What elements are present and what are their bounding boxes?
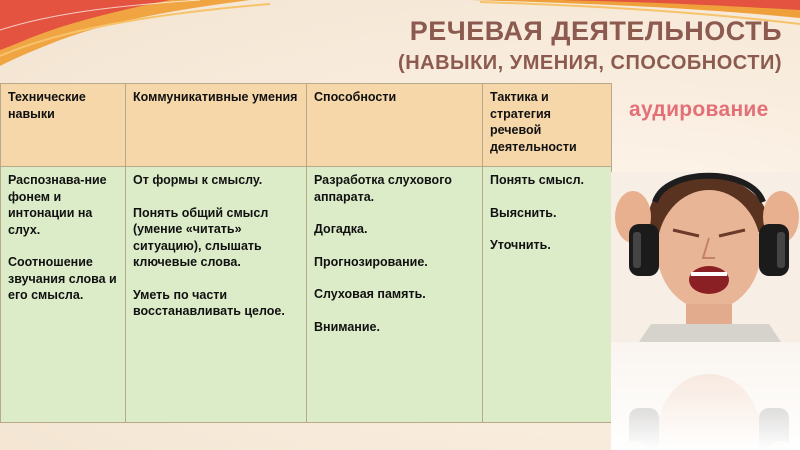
cell-text: Прогнозирование. bbox=[314, 254, 428, 269]
header-technical-skills: Технические навыки bbox=[1, 84, 126, 167]
cell-text: Уточнить. bbox=[490, 238, 551, 252]
boy-with-headphones-shouting-image bbox=[611, 172, 800, 450]
title-line-1: РЕЧЕВАЯ ДЕЯТЕЛЬНОСТЬ bbox=[409, 16, 782, 46]
cell-text: Уметь по части восстанавливать целое. bbox=[133, 287, 285, 318]
cell-text: Догадка. bbox=[314, 222, 368, 236]
table-row bbox=[1, 167, 612, 423]
cell-technical-skills bbox=[1, 167, 126, 423]
cell-text: Понять смысл. bbox=[490, 173, 584, 187]
table-header-row bbox=[1, 84, 612, 167]
cell-text: Слуховая память. bbox=[314, 287, 426, 301]
title-line-2: (НАВЫКИ, УМЕНИЯ, СПОСОБНОСТИ) bbox=[398, 52, 782, 74]
cell-tactics bbox=[483, 167, 612, 423]
cell-text: Выяснить. bbox=[490, 205, 557, 220]
cell-text: Распознава-ние фонем и интонации на слух. bbox=[8, 173, 107, 237]
cell-text: От формы к смыслу. bbox=[133, 173, 263, 187]
slide-title bbox=[398, 16, 782, 76]
cell-text: Соотношение звучания слова и его смысла. bbox=[8, 255, 117, 302]
skills-table bbox=[0, 83, 612, 423]
cell-abilities bbox=[307, 167, 483, 423]
header-abilities: Способности bbox=[307, 84, 483, 167]
header-communicative-skills: Коммуникативные умения bbox=[126, 84, 307, 167]
header-tactics: Тактика и стратегия речевой деятельности bbox=[483, 84, 612, 167]
listening-label: аудирование bbox=[629, 98, 769, 121]
cell-communicative-skills bbox=[126, 167, 307, 423]
cell-text: Понять общий смысл (умение «читать» ситуацию), слышать ключевые слова. bbox=[133, 205, 269, 269]
cell-text: Внимание. bbox=[314, 319, 380, 334]
cell-text: Разработка слухового аппарата. bbox=[314, 173, 452, 204]
